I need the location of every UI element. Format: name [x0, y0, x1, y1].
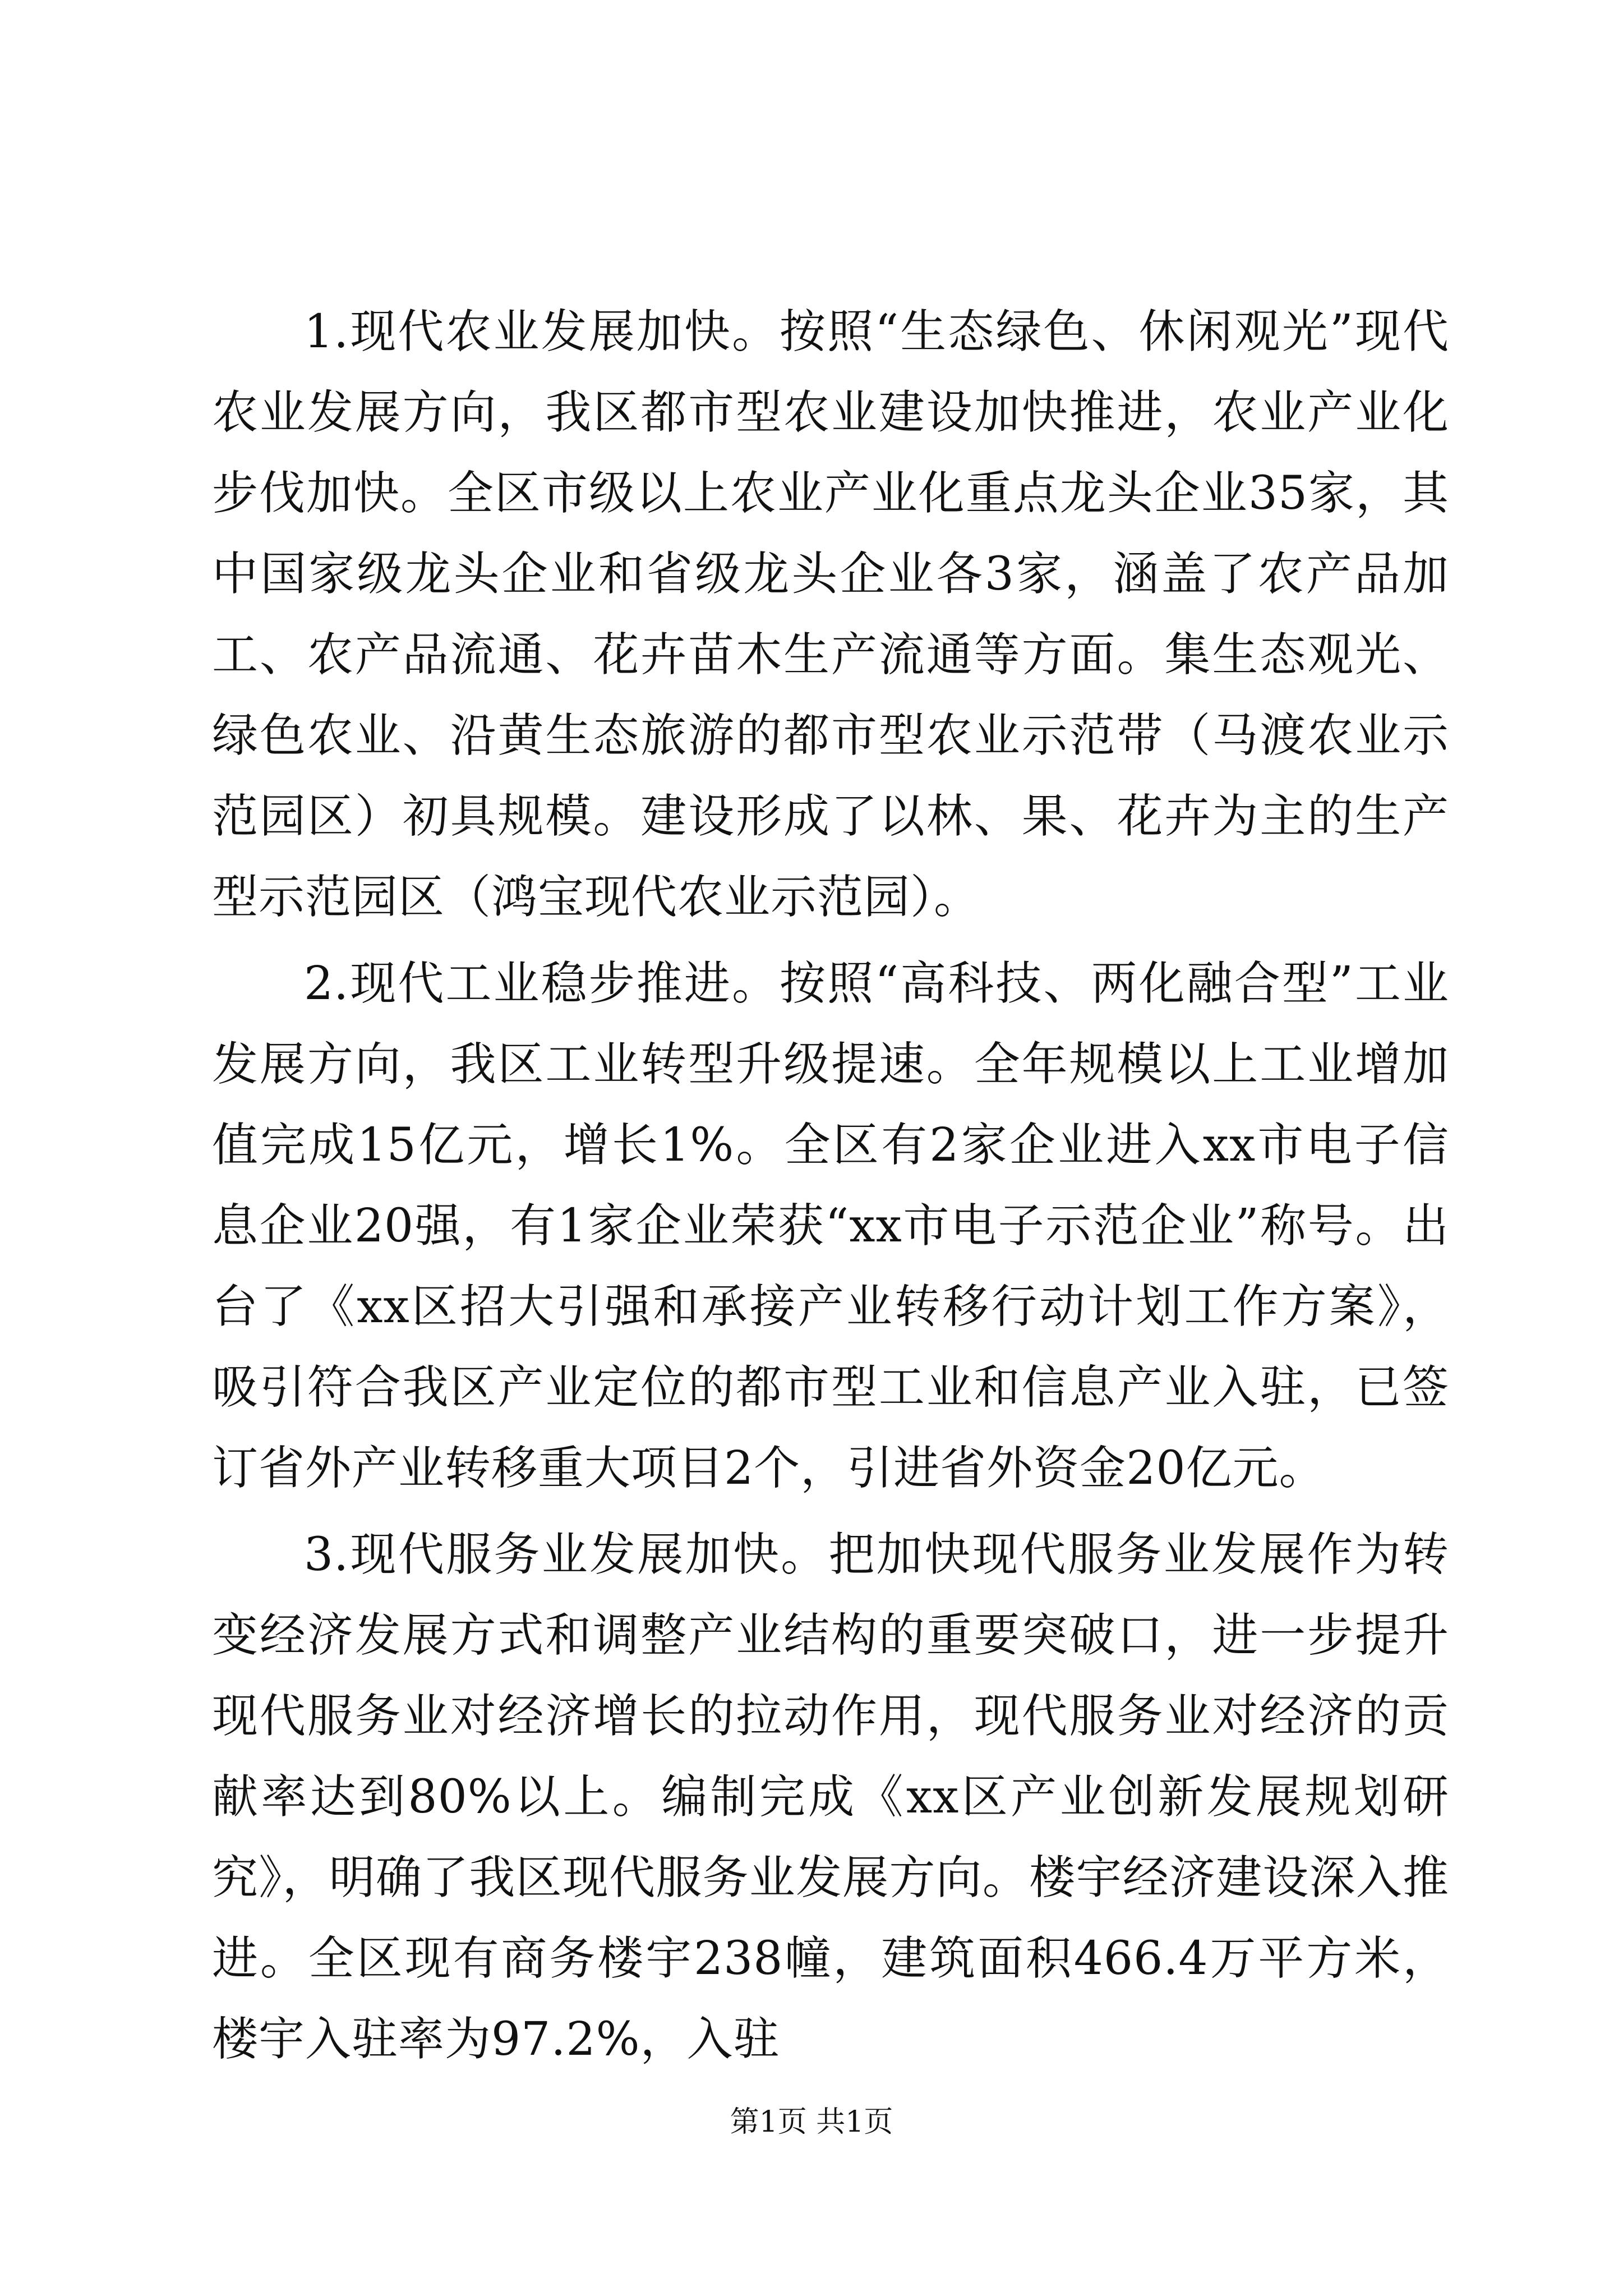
paragraph-agriculture: 1.现代农业发展加快。按照“生态绿色、休闲观光”现代农业发展方向，我区都市型农业建设加快推进，农业产业化步伐加快。全区市级以上农业产业化重点龙头企业35家，其中国家级龙头企业和省级龙头企业各3家，涵盖了农产品加工、农产品流通、花卉苗木生产流通等方面。集生态观光、绿色农业、沿黄生态旅游的都市型农业示范带（马渡农业示范园区）初具规模。建设形成了以林、果、花卉为主的生产型示范园区（鸿宝现代农业示范园）。 [212, 305, 1449, 924]
page-footer: 第1页 共1页 [730, 2105, 893, 2139]
paragraph-industry: 2.现代工业稳步推进。按照“高科技、两化融合型”工业发展方向，我区工业转型升级提速。全年规模以上工业增加值完成15亿元，增长1%。全区有2家企业进入xx市电子信息企业20强，有1家企业荣获“xx市电子示范企业”称号。出台了《xx区招大引强和承接产业转移行动计划工作方案》，吸引符合我区产业定位的都市型工业和信息产业入驻，已签订省外产业转移重大项目2个，引进省外资金20亿元。 [212, 957, 1449, 1495]
document-body [212, 292, 1449, 2086]
paragraph-services: 3.现代服务业发展加快。把加快现代服务业发展作为转变经济发展方式和调整产业结构的重要突破口，进一步提升现代服务业对经济增长的拉动作用，现代服务业对经济的贡献率达到80%以上。编制完成《xx区产业创新发展规划研究》，明确了我区现代服务业发展方向。楼宇经济建设深入推进。全区现有商务楼宇238幢，建筑面积466.4万平方米，楼宇入驻率为97.2%，入驻 [212, 1528, 1449, 2066]
